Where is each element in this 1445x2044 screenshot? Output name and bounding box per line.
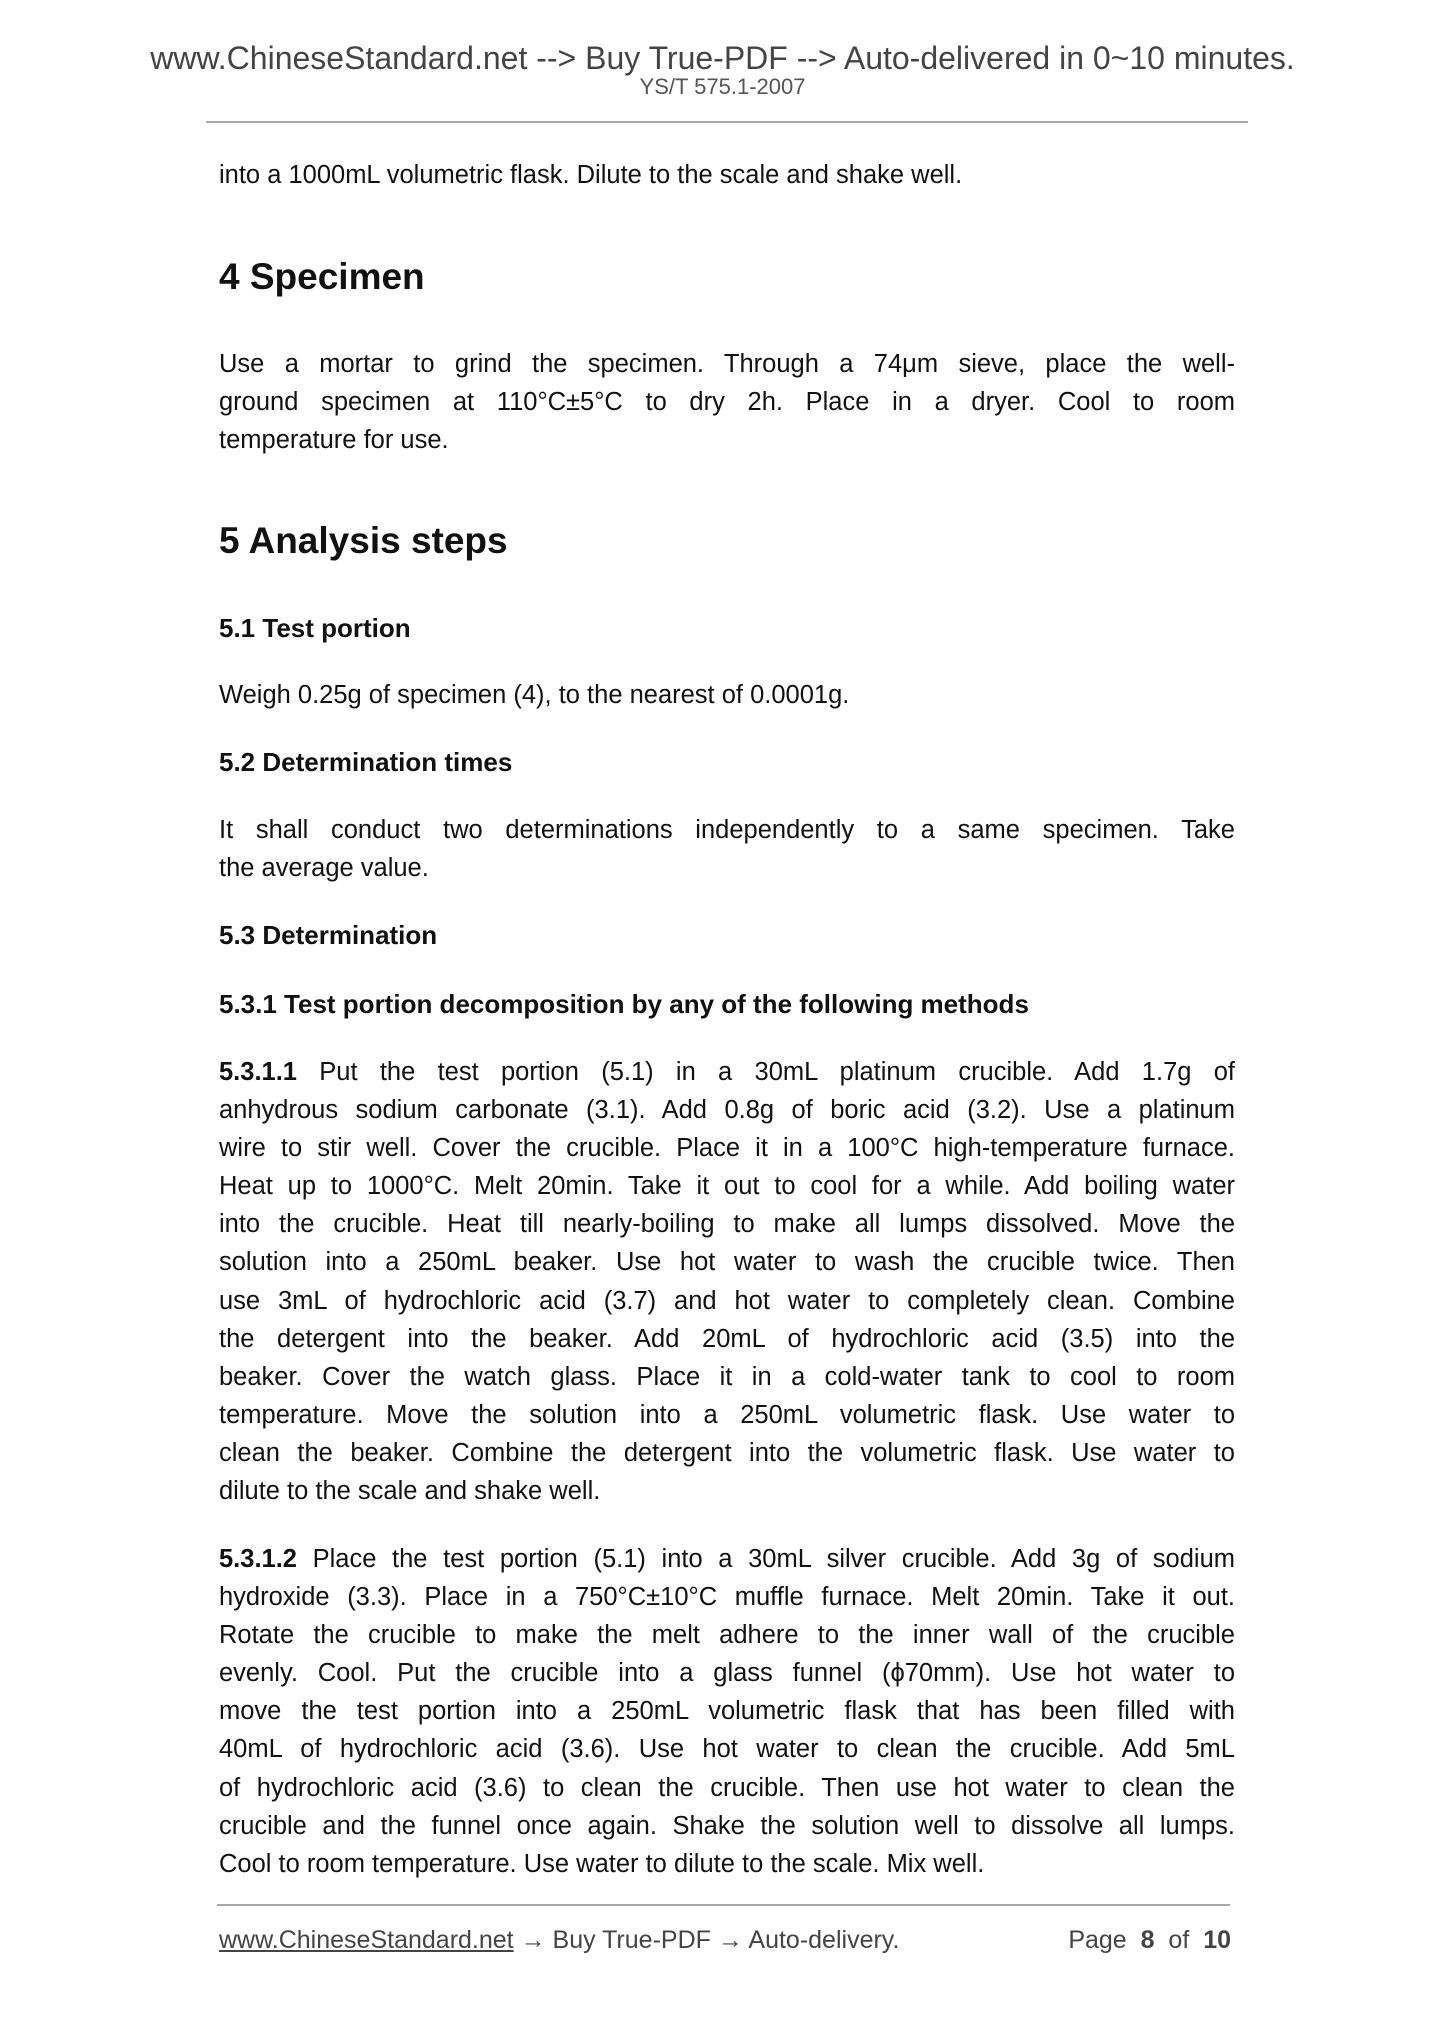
text-line: into a 1000mL volumetric flask. Dilute to the scale and shake well. xyxy=(219,161,963,189)
page-total: 10 xyxy=(1203,1926,1231,1954)
text-line xyxy=(219,1540,1235,1578)
text-line: clean the beaker. Combine the detergent into the volumetric flask. Use water to xyxy=(219,1438,1235,1467)
text-line: Rotate the crucible to make the melt adhere to the inner wall of the crucible xyxy=(219,1621,1235,1650)
clause-text: Place the test portion (5.1) into a 30mL silver crucible. Add 3g of sodium xyxy=(296,1545,1235,1573)
text-line: move the test portion into a 250mL volumetric flask that has been filled with xyxy=(219,1697,1235,1726)
page-indicator xyxy=(1068,1923,1231,1957)
section-4-heading: 4 Specimen xyxy=(219,256,425,297)
clause-number: 5.3.1.1 xyxy=(219,1058,297,1086)
text-line: Cool to room temperature. Use water to dilute to the scale. Mix well. xyxy=(219,1849,985,1878)
section-5-1-heading: 5.1 Test portion xyxy=(219,613,411,643)
footer-divider xyxy=(217,1904,1230,1906)
clause-5-3-1-2 xyxy=(219,1540,1235,1883)
text-line xyxy=(219,1053,1235,1091)
page-of-label: of xyxy=(1168,1926,1190,1954)
footer-site-link[interactable]: www.ChineseStandard.net xyxy=(219,1926,514,1954)
clause-5-3-1-1 xyxy=(219,1053,1235,1510)
page-current: 8 xyxy=(1140,1926,1155,1954)
text-line: solution into a 250mL beaker. Use hot water to wash the crucible twice. Then xyxy=(219,1248,1235,1277)
text-line: the detergent into the beaker. Add 20mL of hydrochloric acid (3.5) into the xyxy=(219,1324,1235,1353)
text-line: hydroxide (3.3). Place in a 750°C±10°C muffle furnace. Melt 20min. Take it out. xyxy=(219,1583,1235,1612)
section-5-2-heading: 5.2 Determination times xyxy=(219,747,513,777)
text-line: crucible and the funnel once again. Shake the solution well to dissolve all lumps. xyxy=(219,1811,1235,1840)
text-line: use 3mL of hydrochloric acid (3.7) and hot water to completely clean. Combine xyxy=(219,1286,1235,1315)
text-line: Weigh 0.25g of specimen (4), to the nearest of 0.0001g. xyxy=(219,681,850,709)
clause-text: Put the test portion (5.1) in a 30mL platinum crucible. Add 1.7g of xyxy=(296,1058,1235,1086)
footer xyxy=(219,1923,1231,1957)
text-line: ground specimen at 110°C±5°C to dry 2h. Place in a dryer. Cool to room xyxy=(219,388,1235,417)
text-line: of hydrochloric acid (3.6) to clean the crucible. Then use hot water to clean the xyxy=(219,1773,1235,1802)
text-line: It shall conduct two determinations independently to a same specimen. Take xyxy=(219,816,1235,844)
clause-number: 5.3.1.2 xyxy=(219,1545,297,1573)
text-line: Use a mortar to grind the specimen. Through a 74μm sieve, place the well- xyxy=(219,350,1235,378)
standard-code: YS/T 575.1-2007 xyxy=(639,74,806,99)
text-line: anhydrous sodium carbonate (3.1). Add 0.8g of boric acid (3.2). Use a platinum xyxy=(219,1096,1235,1125)
text-line: Heat up to 1000°C. Melt 20min. Take it out to cool for a while. Add boiling water xyxy=(219,1172,1235,1201)
section-5-3-1-heading: 5.3.1 Test portion decomposition by any of the following methods xyxy=(219,989,1029,1019)
text-line: temperature for use. xyxy=(219,426,449,455)
intro-paragraph xyxy=(219,156,1235,194)
header-banner: www.ChineseStandard.net --> Buy True-PDF --> Auto-delivered in 0~10 minutes. xyxy=(150,40,1295,76)
section-5-3-heading: 5.3 Determination xyxy=(219,920,438,950)
text-line: the average value. xyxy=(219,854,429,883)
text-line: into the crucible. Heat till nearly-boiling to make all lumps dissolved. Move the xyxy=(219,1210,1235,1239)
text-line: beaker. Cover the watch glass. Place it in a cold-water tank to cool to room xyxy=(219,1362,1235,1391)
page-label: Page xyxy=(1068,1926,1127,1954)
footer-text: → Buy True-PDF → Auto-delivery. xyxy=(513,1926,900,1954)
text-line: evenly. Cool. Put the crucible into a glass funnel (ϕ70mm). Use hot water to xyxy=(219,1659,1235,1688)
text-line: 40mL of hydrochloric acid (3.6). Use hot water to clean the crucible. Add 5mL xyxy=(219,1735,1235,1764)
text-line: temperature. Move the solution into a 250mL volumetric flask. Use water to xyxy=(219,1400,1235,1429)
section-5-heading: 5 Analysis steps xyxy=(219,520,508,561)
section-5-2-paragraph xyxy=(219,811,1235,887)
text-line: wire to stir well. Cover the crucible. Place it in a 100°C high-temperature furnace. xyxy=(219,1134,1235,1163)
section-4-paragraph xyxy=(219,345,1235,459)
section-5-1-paragraph xyxy=(219,676,1235,714)
header-divider xyxy=(206,121,1248,123)
text-line: dilute to the scale and shake well. xyxy=(219,1477,601,1506)
